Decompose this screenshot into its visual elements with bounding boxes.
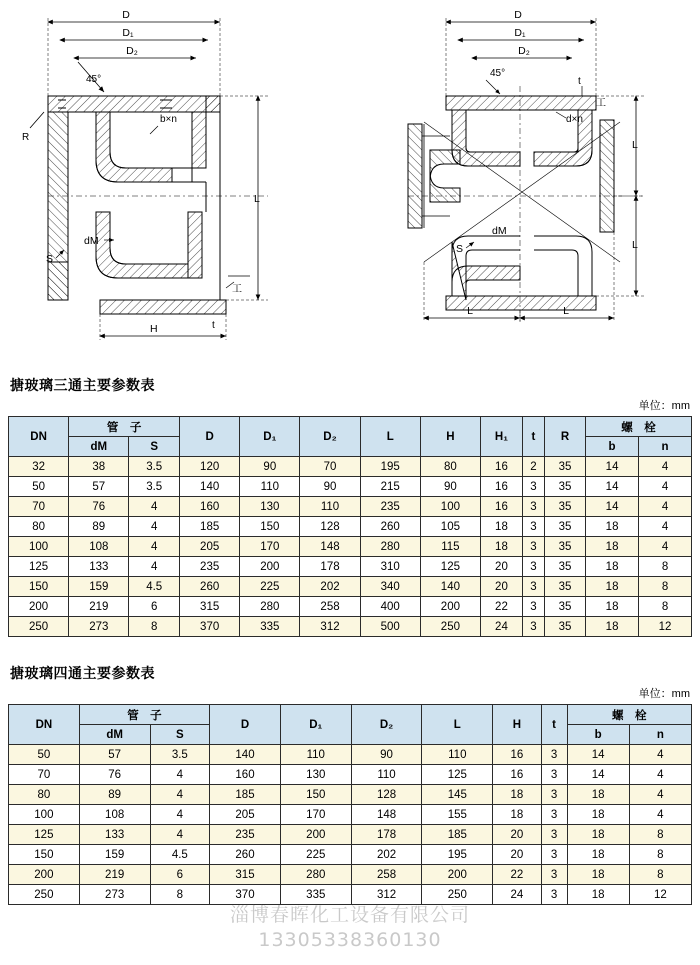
table-row: [9, 825, 692, 845]
table-cell: 202: [351, 845, 422, 865]
svg-text:b×n: b×n: [160, 114, 177, 125]
table-cell: 4: [629, 805, 691, 825]
table-cell: 4: [129, 497, 180, 517]
table-cell: 18: [567, 865, 629, 885]
table-cell: 148: [300, 537, 360, 557]
table-cell: 80: [420, 457, 480, 477]
table-row: [9, 785, 692, 805]
table-cell: 90: [300, 477, 360, 497]
table-row: [9, 517, 692, 537]
table-cell: 120: [180, 457, 240, 477]
table-cell: 8: [639, 577, 692, 597]
svg-text:D₂: D₂: [518, 45, 530, 57]
table-cell: 12: [629, 885, 691, 905]
table-cell: 200: [9, 597, 69, 617]
table-cell: 3: [522, 517, 544, 537]
table-cell: 18: [586, 537, 639, 557]
table-row: [9, 745, 692, 765]
table-cell: 12: [639, 617, 692, 637]
svg-text:D: D: [514, 9, 522, 21]
table-cell: 4: [150, 785, 210, 805]
table-cell: 250: [420, 617, 480, 637]
header-l: L: [360, 417, 420, 457]
header-d: D: [180, 417, 240, 457]
table-cell: 14: [586, 457, 639, 477]
table-cell: 150: [9, 577, 69, 597]
table-cell: 200: [280, 825, 351, 845]
table-cell: 18: [586, 597, 639, 617]
table-cell: 100: [9, 537, 69, 557]
table-cell: 3: [541, 845, 567, 865]
table-cell: 205: [180, 537, 240, 557]
table-cell: 70: [300, 457, 360, 477]
header-t: t: [541, 705, 567, 745]
table-cell: 140: [180, 477, 240, 497]
table-cell: 3.5: [129, 477, 180, 497]
table-cell: 16: [480, 497, 522, 517]
table-cell: 150: [240, 517, 300, 537]
header-l: L: [422, 705, 493, 745]
table-cell: 125: [420, 557, 480, 577]
table-cell: 35: [544, 577, 585, 597]
table-cell: 110: [280, 745, 351, 765]
table-cell: 178: [351, 825, 422, 845]
svg-text:工: 工: [232, 284, 242, 295]
svg-text:D: D: [122, 9, 130, 21]
header-r: R: [544, 417, 585, 457]
table-cell: 4: [129, 517, 180, 537]
table-cell: 80: [9, 517, 69, 537]
header-n: n: [639, 437, 692, 457]
table-cell: 335: [240, 617, 300, 637]
table-cell: 20: [480, 577, 522, 597]
table-cell: 3: [541, 745, 567, 765]
table-cell: 76: [69, 497, 129, 517]
table-cell: 340: [360, 577, 420, 597]
table-cell: 130: [240, 497, 300, 517]
table-cell: 280: [280, 865, 351, 885]
header-dm: dM: [69, 437, 129, 457]
table-cell: 16: [493, 745, 541, 765]
header-s: S: [150, 725, 210, 745]
table-cell: 18: [567, 785, 629, 805]
table-cell: 280: [240, 597, 300, 617]
watermark-line-2: 13305338360130: [258, 929, 442, 951]
table-cell: 202: [300, 577, 360, 597]
table-cell: 185: [422, 825, 493, 845]
table-row: [9, 577, 692, 597]
header-d1: D₁: [280, 705, 351, 745]
table-cell: 18: [586, 557, 639, 577]
table-cell: 22: [480, 597, 522, 617]
table-cell: 14: [567, 765, 629, 785]
tee-table-body: [9, 457, 692, 637]
table-cell: 3: [522, 577, 544, 597]
table-cell: 200: [420, 597, 480, 617]
table-cell: 4: [639, 517, 692, 537]
svg-text:D₁: D₁: [122, 27, 134, 39]
table-cell: 3: [541, 785, 567, 805]
table-cell: 400: [360, 597, 420, 617]
svg-text:t: t: [212, 320, 215, 331]
header-bolt-group: 螺 栓: [586, 417, 692, 437]
header-s: S: [129, 437, 180, 457]
table-cell: 35: [544, 517, 585, 537]
table-header-row-1: [9, 417, 692, 437]
table-cell: 16: [493, 765, 541, 785]
table-cell: 312: [351, 885, 422, 905]
table-cell: 178: [300, 557, 360, 577]
table-row: [9, 805, 692, 825]
header-d2: D₂: [351, 705, 422, 745]
table-cell: 130: [280, 765, 351, 785]
table-cell: 260: [210, 845, 281, 865]
table-cell: 20: [493, 825, 541, 845]
table-cell: 35: [544, 477, 585, 497]
header-dn: DN: [9, 705, 80, 745]
table-cell: 500: [360, 617, 420, 637]
svg-text:S: S: [46, 253, 54, 265]
table-cell: 8: [629, 865, 691, 885]
table-cell: 18: [567, 885, 629, 905]
table-cell: 18: [480, 517, 522, 537]
table-cell: 110: [422, 745, 493, 765]
table-cell: 108: [69, 537, 129, 557]
tee-table-section: [0, 375, 700, 637]
table-cell: 89: [69, 517, 129, 537]
table-cell: 4: [129, 557, 180, 577]
header-d: D: [210, 705, 281, 745]
table-cell: 140: [210, 745, 281, 765]
table-cell: 3.5: [150, 745, 210, 765]
table-cell: 4: [629, 765, 691, 785]
table-cell: 125: [9, 557, 69, 577]
table-cell: 235: [180, 557, 240, 577]
table-cell: 35: [544, 617, 585, 637]
table-cell: 18: [493, 805, 541, 825]
header-pipe-group: 管 子: [79, 705, 209, 725]
svg-text:L: L: [467, 305, 473, 317]
svg-text:45°: 45°: [86, 74, 102, 85]
table-cell: 273: [79, 885, 150, 905]
table-cell: 280: [360, 537, 420, 557]
table-cell: 50: [9, 745, 80, 765]
table-cell: 4: [629, 745, 691, 765]
cross-parameters-table: [8, 704, 692, 905]
table-cell: 70: [9, 765, 80, 785]
table-cell: 312: [300, 617, 360, 637]
table-cell: 4: [129, 537, 180, 557]
table-cell: 3: [541, 805, 567, 825]
table-cell: 22: [493, 865, 541, 885]
table-cell: 110: [351, 765, 422, 785]
svg-text:R: R: [22, 132, 30, 143]
table-cell: 159: [69, 577, 129, 597]
table-cell: 35: [544, 537, 585, 557]
table-cell: 16: [480, 477, 522, 497]
table-cell: 140: [420, 577, 480, 597]
table-cell: 315: [180, 597, 240, 617]
table-cell: 3: [541, 865, 567, 885]
svg-text:45°: 45°: [490, 68, 506, 79]
table-cell: 145: [422, 785, 493, 805]
table-row: [9, 597, 692, 617]
table-cell: 3: [522, 477, 544, 497]
svg-text:D₂: D₂: [126, 45, 138, 57]
table-cell: 4: [150, 805, 210, 825]
table-cell: 20: [480, 557, 522, 577]
header-bolt-group: 螺 栓: [567, 705, 692, 725]
technical-drawing: [0, 0, 700, 375]
table-cell: 4: [150, 825, 210, 845]
table-cell: 4: [629, 785, 691, 805]
table-cell: 80: [9, 785, 80, 805]
table-cell: 250: [422, 885, 493, 905]
table-cell: 90: [351, 745, 422, 765]
tee-parameters-table: [8, 416, 692, 637]
table-cell: 57: [69, 477, 129, 497]
table-cell: 8: [639, 557, 692, 577]
table-cell: 110: [240, 477, 300, 497]
svg-text:dM: dM: [492, 225, 507, 237]
table-cell: 4: [639, 457, 692, 477]
table-cell: 20: [493, 845, 541, 865]
header-dn: DN: [9, 417, 69, 457]
table-cell: 195: [360, 457, 420, 477]
svg-text:H: H: [150, 323, 158, 335]
svg-text:L: L: [254, 193, 260, 205]
table-cell: 335: [280, 885, 351, 905]
watermark-line-1: 淄博春晖化工设备有限公司: [229, 904, 470, 926]
table-header-row-1: [9, 705, 692, 725]
header-d2: D₂: [300, 417, 360, 457]
svg-text:工: 工: [596, 98, 606, 109]
header-h: H: [493, 705, 541, 745]
table-row: [9, 865, 692, 885]
table-cell: 3: [541, 765, 567, 785]
table-cell: 150: [280, 785, 351, 805]
table-cell: 200: [422, 865, 493, 885]
table-row: [9, 557, 692, 577]
table-cell: 370: [210, 885, 281, 905]
svg-text:d×n: d×n: [566, 114, 583, 125]
table-cell: 170: [280, 805, 351, 825]
table-cell: 24: [493, 885, 541, 905]
table-cell: 219: [69, 597, 129, 617]
table-cell: 160: [210, 765, 281, 785]
svg-text:L: L: [563, 305, 569, 317]
table-cell: 4: [639, 497, 692, 517]
table-cell: 155: [422, 805, 493, 825]
table-cell: 258: [300, 597, 360, 617]
table-cell: 3: [522, 617, 544, 637]
table-cell: 258: [351, 865, 422, 885]
svg-text:L: L: [632, 139, 638, 151]
svg-text:S: S: [456, 243, 464, 255]
table-cell: 18: [586, 617, 639, 637]
table-cell: 35: [544, 597, 585, 617]
table-cell: 159: [79, 845, 150, 865]
table-cell: 315: [210, 865, 281, 885]
svg-text:L: L: [632, 239, 638, 251]
table-cell: 18: [567, 805, 629, 825]
table-cell: 370: [180, 617, 240, 637]
table-cell: 3: [522, 537, 544, 557]
table-row: [9, 885, 692, 905]
table-cell: 3: [541, 825, 567, 845]
table-cell: 148: [351, 805, 422, 825]
table-cell: 8: [629, 825, 691, 845]
table-cell: 18: [567, 845, 629, 865]
table-cell: 89: [79, 785, 150, 805]
table-cell: 76: [79, 765, 150, 785]
table-cell: 225: [280, 845, 351, 865]
table-cell: 14: [586, 497, 639, 517]
svg-text:t: t: [578, 76, 581, 87]
table-cell: 70: [9, 497, 69, 517]
table-cell: 310: [360, 557, 420, 577]
table-cell: 185: [180, 517, 240, 537]
table-cell: 115: [420, 537, 480, 557]
table-cell: 150: [9, 845, 80, 865]
svg-text:D₁: D₁: [514, 27, 526, 39]
table-cell: 195: [422, 845, 493, 865]
table-row: [9, 765, 692, 785]
table-cell: 4: [639, 477, 692, 497]
table-cell: 128: [351, 785, 422, 805]
table-cell: 133: [79, 825, 150, 845]
table-cell: 18: [493, 785, 541, 805]
table-row: [9, 537, 692, 557]
table-cell: 185: [210, 785, 281, 805]
table-cell: 3.5: [129, 457, 180, 477]
table-cell: 8: [150, 885, 210, 905]
table-cell: 57: [79, 745, 150, 765]
table-cell: 6: [129, 597, 180, 617]
tee-table-unit: 单位：mm: [638, 400, 690, 412]
table-cell: 35: [544, 457, 585, 477]
table-cell: 50: [9, 477, 69, 497]
table-row: [9, 497, 692, 517]
table-cell: 225: [240, 577, 300, 597]
table-cell: 110: [300, 497, 360, 517]
table-cell: 235: [210, 825, 281, 845]
table-cell: 8: [129, 617, 180, 637]
table-row: [9, 457, 692, 477]
table-cell: 24: [480, 617, 522, 637]
table-cell: 3: [522, 557, 544, 577]
table-cell: 2: [522, 457, 544, 477]
table-cell: 100: [9, 805, 80, 825]
table-cell: 4: [150, 765, 210, 785]
table-cell: 3: [522, 497, 544, 517]
table-row: [9, 845, 692, 865]
table-cell: 260: [360, 517, 420, 537]
table-cell: 18: [586, 577, 639, 597]
table-cell: 8: [629, 845, 691, 865]
header-d1: D₁: [240, 417, 300, 457]
table-cell: 219: [79, 865, 150, 885]
cross-table-unit: 单位：mm: [638, 688, 690, 700]
table-cell: 260: [180, 577, 240, 597]
table-cell: 100: [420, 497, 480, 517]
svg-text:dM: dM: [84, 235, 99, 247]
table-cell: 133: [69, 557, 129, 577]
header-dm: dM: [79, 725, 150, 745]
tee-table-title: 搪玻璃三通主要参数表: [10, 377, 155, 393]
table-cell: 18: [586, 517, 639, 537]
table-cell: 38: [69, 457, 129, 477]
table-cell: 8: [639, 597, 692, 617]
table-cell: 205: [210, 805, 281, 825]
table-cell: 4: [639, 537, 692, 557]
table-cell: 235: [360, 497, 420, 517]
table-cell: 90: [240, 457, 300, 477]
header-n: n: [629, 725, 691, 745]
table-cell: 200: [240, 557, 300, 577]
table-cell: 14: [567, 745, 629, 765]
table-cell: 6: [150, 865, 210, 885]
table-cell: 18: [480, 537, 522, 557]
table-cell: 35: [544, 497, 585, 517]
header-t: t: [522, 417, 544, 457]
table-cell: 3: [522, 597, 544, 617]
table-cell: 108: [79, 805, 150, 825]
table-cell: 105: [420, 517, 480, 537]
table-cell: 125: [9, 825, 80, 845]
header-pipe-group: 管 子: [69, 417, 180, 437]
cross-table-title: 搪玻璃四通主要参数表: [10, 665, 155, 681]
table-cell: 250: [9, 617, 69, 637]
cross-table-section: [0, 663, 700, 905]
header-b: b: [567, 725, 629, 745]
header-h: H: [420, 417, 480, 457]
table-cell: 273: [69, 617, 129, 637]
table-cell: 250: [9, 885, 80, 905]
table-row: [9, 477, 692, 497]
header-b: b: [586, 437, 639, 457]
header-h1: H₁: [480, 417, 522, 457]
table-cell: 4.5: [129, 577, 180, 597]
table-cell: 128: [300, 517, 360, 537]
table-cell: 160: [180, 497, 240, 517]
table-cell: 32: [9, 457, 69, 477]
table-cell: 170: [240, 537, 300, 557]
table-cell: 35: [544, 557, 585, 577]
table-cell: 125: [422, 765, 493, 785]
table-cell: 90: [420, 477, 480, 497]
table-cell: 4.5: [150, 845, 210, 865]
table-cell: 215: [360, 477, 420, 497]
table-cell: 14: [586, 477, 639, 497]
cross-table-body: [9, 745, 692, 905]
table-cell: 18: [567, 825, 629, 845]
table-cell: 200: [9, 865, 80, 885]
table-cell: 3: [541, 885, 567, 905]
table-cell: 16: [480, 457, 522, 477]
table-row: [9, 617, 692, 637]
